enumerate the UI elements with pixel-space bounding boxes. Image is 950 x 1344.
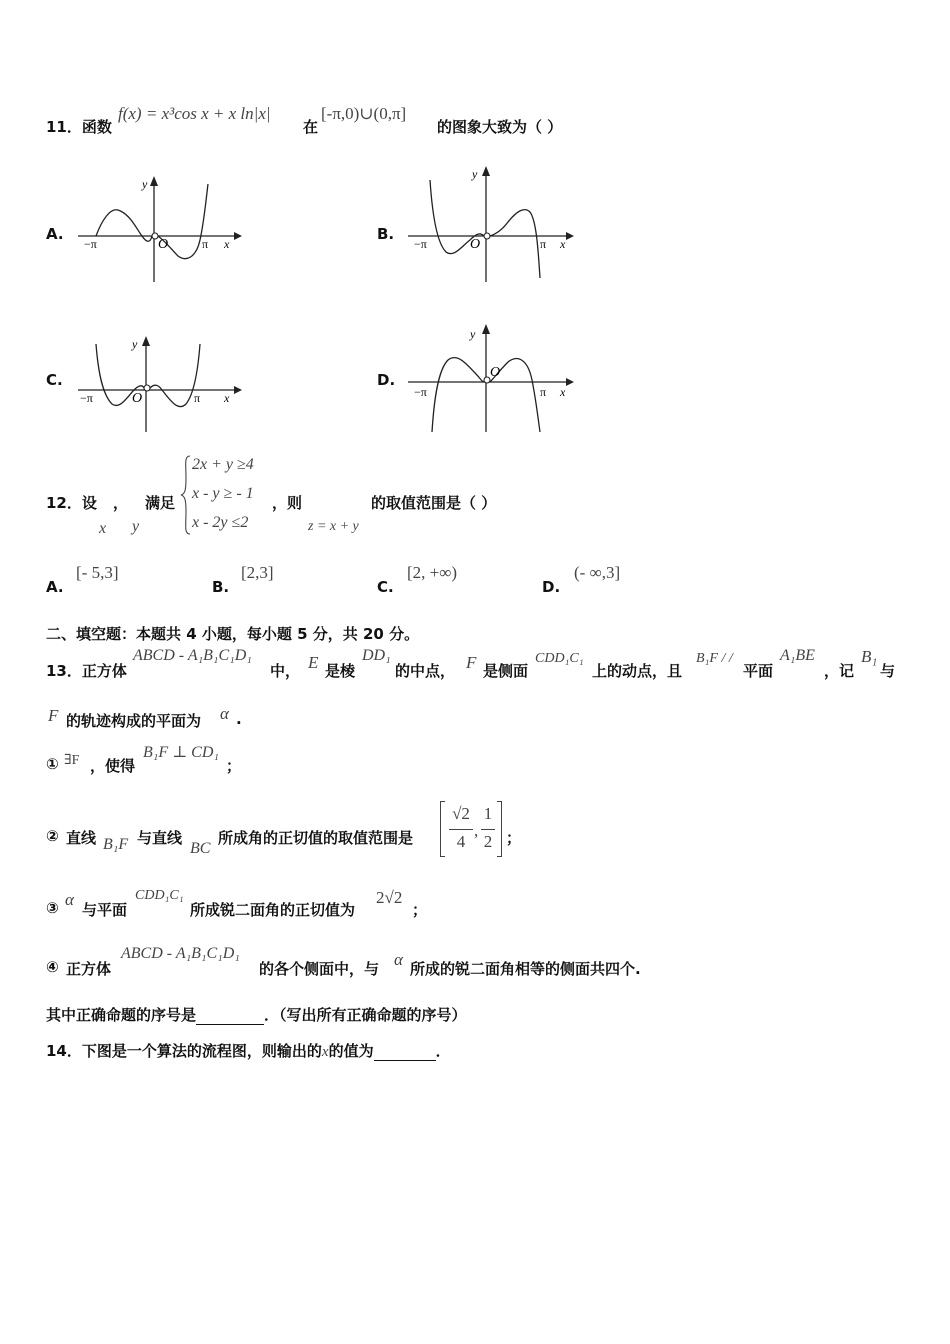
section-heading: 二、填空题：本题共 4 小题，每小题 5 分，共 20 分。 <box>46 625 420 643</box>
pi-label: π <box>540 385 547 399</box>
neg-pi-label: −π <box>414 385 427 399</box>
x-label: x <box>224 237 230 251</box>
q13-number: 13． <box>46 662 82 680</box>
q13-s2-b1f: B₁F <box>103 836 129 853</box>
q13-t7: 平面 <box>743 662 774 680</box>
q12-var-x: x <box>99 520 107 537</box>
q13-dot: . <box>236 710 242 728</box>
q11-function-formula: f(x) = x³cos x + x ln|x| <box>118 104 271 123</box>
y-axis-arrow <box>150 176 158 186</box>
q13-s2-mark: ② <box>46 827 59 845</box>
q12-z-expr: z = x + y <box>308 519 359 534</box>
q11-option-b-label: B. <box>377 225 395 243</box>
q13-line2-text: 的轨迹构成的平面为 <box>66 712 202 730</box>
q12-option-d-value: (- ∞,3] <box>574 563 621 582</box>
q13-s3-t1: 与平面 <box>82 901 128 919</box>
q13-ask-tail: ．（写出所有正确命题的序号） <box>264 1006 467 1024</box>
q13-s2-comma: , <box>474 821 479 840</box>
q11-graph-a <box>74 170 246 285</box>
q13-cube: ABCD - A₁B₁C₁D₁ <box>133 647 252 664</box>
q13-alpha: α <box>220 704 229 723</box>
x-label: x <box>224 391 230 405</box>
q13-s2-frac1-num: √2 <box>452 804 470 823</box>
q13-a1be: A₁BE <box>780 647 815 664</box>
x-axis-arrow <box>234 386 242 394</box>
q13-f: F <box>466 653 477 672</box>
q12-option-c-label: C. <box>377 578 394 596</box>
q13-ask-text: 其中正确命题的序号是 <box>46 1006 197 1024</box>
origin-label: O <box>470 237 481 252</box>
y-label: y <box>142 177 148 191</box>
q13-s3-mark: ③ <box>46 899 59 917</box>
q13-dd1: DD₁ <box>362 647 391 664</box>
q12-she: 设 <box>81 494 97 512</box>
curve <box>96 184 208 259</box>
q13-line2-f: F <box>48 706 59 725</box>
q13-s2-end: ； <box>506 829 522 847</box>
q11-mid: 在 <box>303 118 319 136</box>
origin-hole <box>144 385 150 391</box>
q14-end: ． <box>435 1042 451 1060</box>
neg-pi-label: −π <box>84 237 97 251</box>
q12-system-brace <box>180 454 192 536</box>
q12-ineq-3: x - 2y ≤2 <box>192 514 249 531</box>
q12-option-b-label: B. <box>212 578 230 596</box>
q13-t5: 是侧面 <box>483 662 529 680</box>
q13-face: CDD₁C₁ <box>535 651 584 666</box>
q13-s4-t1: 正方体 <box>66 960 112 978</box>
q13-t9: 与 <box>880 662 896 680</box>
q12-ineq-2: x - y ≥ - 1 <box>192 485 254 502</box>
q12-tail: 的取值范围是（ ） <box>371 494 497 512</box>
q13-s1-text: ，使得 <box>90 757 136 775</box>
q13-s1-exists: ∃F <box>64 753 80 768</box>
q11-graph-c <box>74 330 246 435</box>
q13-s4-mark: ④ <box>46 958 59 976</box>
q12-ze: ，则 <box>272 494 303 512</box>
q11-tail: 的图象大致为（ ） <box>437 118 563 136</box>
q13-s1-mark: ① <box>46 755 59 773</box>
q11-lead: 函数 <box>81 118 112 136</box>
q13-t2: 中， <box>270 662 301 680</box>
q13-s2-t1: 直线 <box>66 829 97 847</box>
q13-s2-frac1-den: 4 <box>456 832 466 851</box>
q13-s4-t3: 所成的锐二面角相等的侧面共四个. <box>410 960 641 978</box>
q12-option-a-value: [- 5,3] <box>76 563 119 582</box>
y-axis-arrow <box>482 166 490 176</box>
q13-s2-t2: 与直线 <box>137 829 183 847</box>
q11-graph-b <box>404 160 584 285</box>
q11-graph-d <box>404 320 584 435</box>
x-label: x <box>560 385 566 399</box>
q11-number: 11． <box>46 118 82 136</box>
q12-comma: ， <box>113 494 129 512</box>
y-axis-arrow <box>482 324 490 334</box>
q12-option-d-label: D. <box>542 578 561 596</box>
x-axis-arrow <box>234 232 242 240</box>
q12-number: 12． <box>46 494 82 512</box>
q12-option-b-value: [2,3] <box>241 563 274 582</box>
curve <box>430 180 540 278</box>
q13-s4-t2: 的各个侧面中，与 <box>259 960 380 978</box>
q14-answer-blank[interactable] <box>374 1042 436 1061</box>
q13-s1-end: ； <box>226 757 242 775</box>
curve <box>96 344 200 407</box>
q13-answer-blank[interactable] <box>196 1006 264 1025</box>
q11-option-d-label: D. <box>377 371 396 389</box>
origin-label: O <box>158 237 169 252</box>
y-label: y <box>132 337 138 351</box>
neg-pi-label: −π <box>414 237 427 251</box>
origin-label: O <box>132 391 143 406</box>
q12-option-c-value: [2, +∞) <box>407 563 458 582</box>
q13-b1: B₁ <box>861 647 878 666</box>
q11-option-a-label: A. <box>46 225 64 243</box>
q13-t8: ，记 <box>824 662 855 680</box>
x-axis-arrow <box>566 378 574 386</box>
q13-s2-frac2-bar <box>481 829 495 830</box>
q13-s2-frac2-num: 1 <box>483 804 493 823</box>
pi-label: π <box>202 237 209 251</box>
neg-pi-label: −π <box>80 391 93 405</box>
q13-t1: 正方体 <box>81 662 127 680</box>
q13-number-lead <box>46 660 127 681</box>
pi-label: π <box>194 391 201 405</box>
pi-label: π <box>540 237 547 251</box>
y-label: y <box>470 327 476 341</box>
q13-ask <box>46 1004 467 1025</box>
q14-t1: 下图是一个算法的流程图，则输出的 <box>81 1042 322 1060</box>
q13-t6: 上的动点，且 <box>592 662 683 680</box>
q13-s3-t2: 所成锐二面角的正切值为 <box>190 901 356 919</box>
q12-var-y: y <box>132 518 140 535</box>
q11-domain: [-π,0)∪(0,π] <box>321 104 407 123</box>
q14-x: x <box>321 1044 329 1060</box>
q12-manzu: 满足 <box>145 494 176 512</box>
q13-s4-cube: ABCD - A₁B₁C₁D₁ <box>121 945 240 962</box>
q12-option-a-label: A. <box>46 578 64 596</box>
q13-s1-relation: B₁F ⊥ CD₁ <box>143 744 219 761</box>
q13-s3-end: ； <box>412 901 428 919</box>
x-label: x <box>560 237 566 251</box>
q13-s2-frac1-bar <box>449 829 473 830</box>
y-label: y <box>472 167 478 181</box>
y-axis-arrow <box>142 336 150 346</box>
q11-stem <box>46 116 112 137</box>
q13-s3-face: CDD₁C₁ <box>135 888 184 903</box>
q11-option-c-label: C. <box>46 371 63 389</box>
q13-s3-alpha: α <box>65 890 74 909</box>
q13-s3-value: 2√2 <box>376 888 403 907</box>
origin-label: O <box>490 365 501 380</box>
q13-e: E <box>308 653 319 672</box>
q13-t3: 是棱 <box>325 662 356 680</box>
q14-stem <box>46 1040 451 1061</box>
q13-s2-frac2-den: 2 <box>483 832 493 851</box>
q12-ineq-1: 2x + y ≥4 <box>192 456 254 473</box>
q13-s2-bc: BC <box>190 840 211 857</box>
q14-number: 14． <box>46 1042 82 1060</box>
q13-s2-interval <box>440 801 502 857</box>
q13-s4-alpha: α <box>394 950 403 969</box>
x-axis-arrow <box>566 232 574 240</box>
q14-t2: 的值为 <box>328 1042 374 1060</box>
q13-t4: 的中点， <box>395 662 456 680</box>
q12-stem <box>46 492 97 513</box>
q13-b1f-parallel: B₁F / / <box>696 651 733 666</box>
q13-s2-t3: 所成角的正切值的取值范围是 <box>218 829 414 847</box>
origin-hole <box>484 233 490 239</box>
